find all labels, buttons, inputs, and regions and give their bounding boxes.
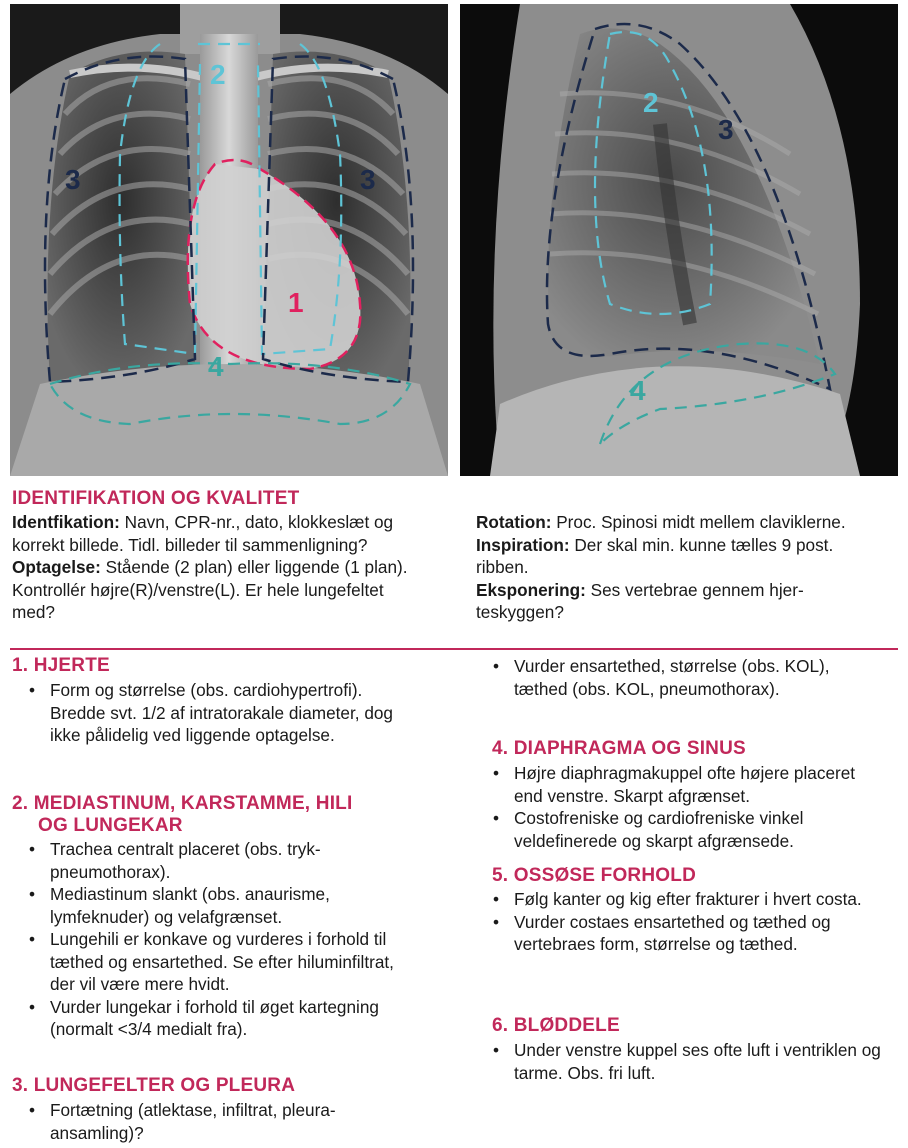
list-item: • Vurder costaes ensartethed og tæthed og vertebraes form, størrelse og tæthed. [476, 911, 886, 956]
section-3-heading: 3. LUNGEFELTER OG PLEURA [12, 1075, 296, 1096]
figure-label-lung-right: 3 [65, 164, 81, 195]
figure-label-diaphragm-lateral: 4 [630, 375, 646, 406]
identification-heading: IDENTIFIKATION OG KVALITET [12, 488, 300, 509]
optagelse-item: Optagelse: Stående (2 plan) eller liggende (1 plan). Kontrollér højre(R)/venstre(L). Er hele lungefeltet med? [12, 557, 408, 622]
eksponering-item: Eksponering: Ses vertebrae gennem hjerteskyggen? [476, 579, 804, 622]
frontal-xray-illustration [10, 4, 448, 476]
section-5-heading: 5. OSSØSE FORHOLD [492, 865, 696, 886]
section-divider [10, 648, 898, 650]
figure-label-diaphragm: 4 [208, 351, 224, 382]
figure-label-heart: 1 [288, 287, 304, 318]
list-item: • Trachea centralt placeret (obs. trykpneumothorax). [12, 838, 417, 883]
section-6-list [476, 1039, 886, 1084]
lateral-xray-illustration [460, 4, 898, 476]
section-4-list [476, 762, 886, 852]
rotation-item: Rotation: Proc. Spinosi midt mellem claviklerne. [476, 512, 846, 532]
section-4-heading: 4. DIAPHRAGMA OG SINUS [492, 738, 746, 759]
figure-label-mediastinum-lateral: 2 [643, 87, 659, 118]
list-item: • Costofreniske og cardiofreniske vinkel veldefinerede og skarpt afgrænsede. [476, 807, 886, 852]
list-item: • Fortætning (atlektase, infiltrat, pleuraansamling)? [12, 1099, 417, 1144]
section-3-list-continued [476, 655, 886, 700]
list-item: • Følg kanter og kig efter frakturer i hvert costa. [476, 888, 886, 911]
section-2-list [12, 838, 417, 1041]
identification-right-column [476, 511, 876, 624]
list-item: • Vurder ensartethed, størrelse (obs. KOL), tæthed (obs. KOL, pneumothorax). [476, 655, 886, 700]
section-1-list [12, 679, 417, 747]
list-item: • Mediastinum slankt (obs. anaurisme, lymfeknuder) og velafgrænset. [12, 883, 417, 928]
inspiration-item: Inspiration: Der skal min. kunne tælles 9 post. ribben. [476, 534, 834, 577]
section-2-heading: 2. MEDIASTINUM, KARSTAMME, HILI OG LUNGEKAR [12, 793, 353, 836]
figure-label-lung-lateral: 3 [718, 114, 734, 145]
list-item: • Under venstre kuppel ses ofte luft i ventriklen og tarme. Obs. fri luft. [476, 1039, 886, 1084]
figure-label-lung-left: 3 [360, 164, 376, 195]
list-item: • Form og størrelse (obs. cardiohypertrofi). Bredde svt. 1/2 af intratorakale diameter, dog ikke pålidelig ved liggende optagelse. [12, 679, 417, 747]
section-1-heading: 1. HJERTE [12, 655, 110, 676]
list-item: • Vurder lungekar i forhold til øget kartegning (normalt <3/4 medialt fra). [12, 996, 417, 1041]
section-3-list [12, 1099, 417, 1144]
list-item: • Højre diaphragmakuppel ofte højere placeret end venstre. Skarpt afgrænset. [476, 762, 886, 807]
lateral-chest-xray [460, 4, 898, 476]
section-6-heading: 6. BLØDDELE [492, 1015, 620, 1036]
figure-label-mediastinum: 2 [210, 59, 226, 90]
section-5-list [476, 888, 886, 956]
identification-left-column [12, 511, 422, 624]
list-item: • Lungehili er konkave og vurderes i forhold til tæthed og ensartethed. Se efter hiluminfiltrat, der vil være mere hvidt. [12, 928, 417, 996]
frontal-chest-xray [10, 4, 448, 476]
identification-item: Identfikation: Navn, CPR-nr., dato, klokkeslæt og korrekt billede. Tidl. billeder til sammenligning? [12, 512, 394, 555]
